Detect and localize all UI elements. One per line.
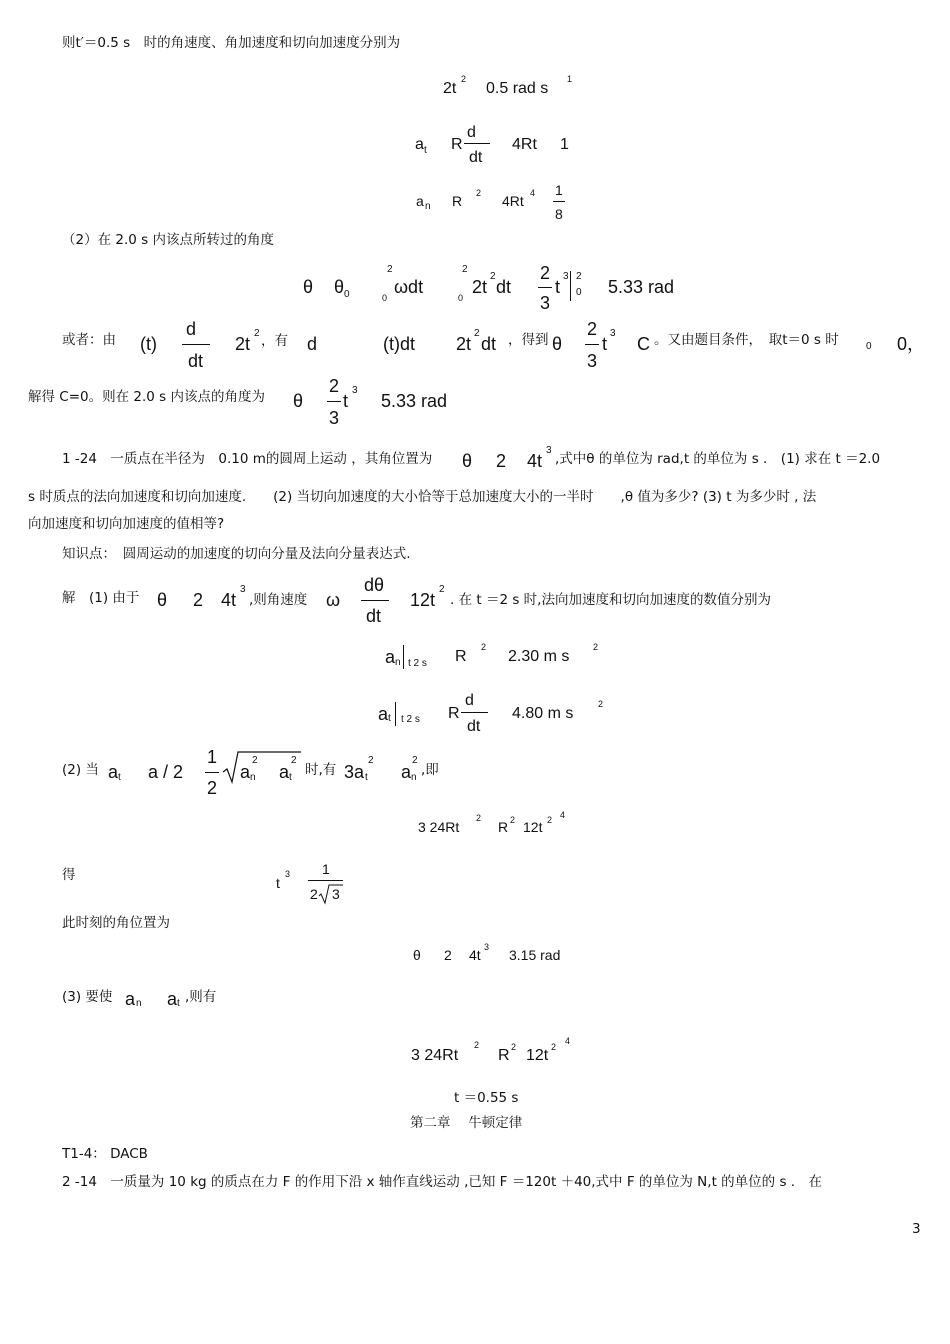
text-span: 解得 C=0。则在 2.0 s 内该点的角度为 — [28, 389, 265, 405]
eq-sup: 3 — [563, 271, 569, 282]
eq-sup: 2 — [490, 271, 496, 282]
eq-term: R — [448, 705, 460, 722]
eq-sup: 2 — [439, 584, 445, 595]
eq-sup: 2 — [598, 699, 604, 709]
eq-term: a — [279, 762, 290, 782]
eq-term: 0， — [897, 334, 926, 354]
eq-term: 1 — [560, 136, 569, 153]
eq-term: 3a — [344, 762, 365, 782]
answer-line: T1-4： DACB — [62, 1146, 148, 1162]
eq-sup: 3 — [240, 584, 246, 595]
text-span: (3) 要使 — [62, 989, 113, 1005]
eq-sup: 2 — [476, 813, 482, 823]
eq-sub: t — [388, 713, 391, 724]
frac-den: dt — [366, 606, 382, 626]
eq-term: 2t — [456, 334, 472, 354]
eq-term: dt — [496, 277, 512, 297]
eq-sup: 3 — [610, 328, 616, 339]
eq-sup: 1 — [567, 74, 573, 84]
eq-sub: 0 — [866, 341, 872, 352]
eq-term: 3.15 rad — [509, 947, 561, 963]
text-line: 向加速度和切向加速度的值相等? — [28, 516, 225, 532]
eq-term: a — [415, 136, 424, 153]
text-line: s 时质点的法向加速度和切向加速度. (2) 当切向加速度的大小恰等于总加速度大小的一半时 ,θ 值为多少? (3) t 为多少时 , 法 — [28, 489, 817, 505]
text-span: 。又由题目条件， 取t＝0 s 时 — [654, 332, 839, 348]
eq-term: R — [455, 648, 467, 665]
eq-term: 3 24Rt — [411, 1047, 459, 1064]
eq-sub: n — [250, 772, 256, 783]
eval-bar — [403, 645, 404, 669]
eq-sup: 4 — [530, 188, 536, 198]
text-span: (2) 当 — [62, 762, 99, 778]
fraction-bar — [361, 600, 389, 601]
text-span: 或者：由 — [62, 332, 116, 348]
problem-2-14: 2 -14 一质量为 10 kg 的质点在力 F 的作用下沿 x 轴作直线运动 ,已知 F ＝120t ＋40,式中 F 的单位为 N,t 的单位的 s . 在 — [62, 1174, 823, 1190]
eq-sup: 3 — [285, 869, 291, 879]
eq-term: a — [385, 647, 396, 667]
fraction-bar — [327, 401, 341, 402]
eq-sup: 3 — [484, 942, 490, 952]
eval-bar — [395, 702, 396, 726]
eq-term: 4Rt — [502, 193, 524, 209]
eq-term: t — [276, 875, 280, 891]
text-span: ,式中θ 的单位为 rad,t 的单位为 s . (1) 求在 t ＝2.0 — [555, 451, 881, 467]
frac-den: 3 — [332, 886, 340, 902]
eq-term: a — [167, 989, 178, 1009]
eq-term: θ — [413, 947, 421, 963]
eq-term: 5.33 rad — [608, 277, 675, 297]
eq-sub: n — [395, 657, 401, 668]
fraction-bar — [585, 344, 599, 345]
eq-term: (t)dt — [383, 334, 416, 354]
eq-sub: t — [365, 772, 368, 783]
eq-sup: 2 — [476, 188, 482, 198]
eq-term: θ — [157, 590, 168, 610]
frac-den: 8 — [555, 206, 563, 222]
eq-sub: t 2 s — [401, 714, 420, 725]
eq-term: R — [498, 1047, 510, 1064]
eq-term: a / 2 — [148, 762, 184, 782]
eq-term: 4t — [469, 947, 481, 963]
eq-term: (t) — [140, 334, 157, 354]
eq-term: 2t — [235, 334, 251, 354]
result-line: t ＝0.55 s — [454, 1090, 519, 1106]
text-span: ，得到 — [508, 332, 549, 348]
eq-term: 4.80 m s — [512, 705, 574, 722]
eq-sub: n — [411, 772, 417, 783]
eq-term: t — [555, 277, 561, 297]
eq-term: θ — [552, 334, 563, 354]
text-span: ，有 — [261, 333, 288, 349]
frac-den: dt — [469, 149, 483, 166]
eq-term: ω — [326, 590, 341, 610]
eq-sub: t — [424, 145, 427, 156]
eq-term: 5.33 rad — [381, 391, 448, 411]
int-upper: 2 — [387, 264, 393, 275]
eq-term: dt — [481, 334, 497, 354]
eq-term: a — [401, 762, 412, 782]
eq-term: a — [240, 762, 251, 782]
eval-bar — [570, 271, 571, 301]
text-span: 解 (1) 由于 — [62, 590, 140, 606]
eq-term: C — [637, 334, 650, 354]
eq-sup: 4 — [565, 1036, 571, 1046]
eval-upper: 2 — [576, 271, 582, 282]
fraction-bar — [205, 772, 219, 773]
frac-num: 1 — [207, 747, 218, 767]
eq-sup: 2 — [412, 755, 418, 766]
page-number: 3 — [912, 1221, 921, 1237]
text-line: 则t′＝0.5 s 时的角速度、角加速度和切向加速度分别为 — [62, 35, 401, 51]
frac-num: 1 — [322, 861, 330, 877]
frac-num: d — [465, 692, 474, 709]
eq-term: ωdt — [394, 277, 424, 297]
eq-term: t — [343, 391, 349, 411]
eq-term: 12t — [523, 819, 543, 835]
eq-term: θ — [334, 277, 345, 297]
eq-sub: t — [289, 772, 292, 783]
text-span: . 在 t ＝2 s 时,法向加速度和切向加速度的数值分别为 — [450, 592, 771, 608]
int-lower: 0 — [382, 293, 388, 303]
text-line: 此时刻的角位置为 — [62, 915, 170, 931]
text-line: （2）在 2.0 s 内该点所转过的角度 — [62, 232, 274, 248]
eq-term: a — [378, 704, 389, 724]
fraction-bar — [553, 201, 565, 202]
text-span: ,则角速度 — [249, 592, 308, 608]
text-span: 1 -24 一质点在半径为 0.10 m的圆周上运动 ，其角位置为 — [62, 451, 433, 467]
eq-sup: 2 — [254, 328, 260, 339]
eq-term: 4Rt — [512, 136, 537, 153]
frac-num: 2 — [540, 263, 551, 283]
eq-sup: 2 — [461, 74, 467, 84]
eq-sup: 3 — [546, 445, 552, 456]
eq-sub: 0 — [344, 289, 350, 300]
eq-sup: 2 — [481, 642, 487, 652]
eq-sup: 2 — [551, 1042, 557, 1052]
eq-term: 2.30 m s — [508, 648, 570, 665]
frac-den: 3 — [540, 293, 551, 313]
fraction-bar — [308, 880, 343, 881]
eq-sub: t — [177, 998, 180, 1009]
fraction-bar — [464, 143, 490, 144]
text-span: ,则有 — [185, 989, 217, 1005]
frac-den: dt — [188, 351, 204, 371]
frac-den: 2 — [207, 778, 218, 798]
eq-term: θ — [293, 391, 304, 411]
eq-sup: 2 — [291, 755, 297, 766]
eq-term: 2 — [193, 590, 204, 610]
text-span: 得 — [62, 867, 76, 883]
eq-term: R — [498, 819, 509, 835]
eq-sub: t — [118, 772, 121, 783]
eq-term: 2t — [472, 277, 488, 297]
eq-term: d — [307, 334, 318, 354]
eq-term: 12t — [526, 1047, 549, 1064]
eq-sup: 4 — [560, 810, 566, 820]
eq-sup: 2 — [510, 815, 516, 825]
frac-num: 2 — [329, 376, 340, 396]
eq-sup: 2 — [252, 755, 258, 766]
text-span: ,即 — [421, 762, 439, 778]
eq-term: 2 — [444, 947, 452, 963]
eq-term: R — [451, 136, 463, 153]
fraction-bar — [461, 712, 488, 713]
frac-num: 2 — [587, 319, 598, 339]
int-upper: 2 — [462, 264, 468, 275]
frac-num: d — [467, 124, 476, 141]
eq-term: 3 24Rt — [418, 819, 460, 835]
eq-term: R — [452, 193, 463, 209]
eq-sub: n — [425, 201, 431, 212]
eq-term: 12t — [410, 590, 436, 610]
eq-term: θ — [462, 451, 473, 471]
eq-sub: t 2 s — [408, 658, 427, 669]
eq-sup: 2 — [547, 815, 553, 825]
eq-term: 0.5 rad s — [486, 80, 549, 97]
eq-term: θ — [303, 277, 314, 297]
knowledge-point: 知识点： 圆周运动的加速度的切向分量及法向分量表达式. — [62, 546, 411, 562]
eq-sub: n — [136, 998, 142, 1009]
fraction-bar — [182, 344, 210, 345]
frac-num: d — [186, 319, 197, 339]
eq-term: 2 — [496, 451, 507, 471]
sqrt-icon — [318, 883, 344, 905]
eq-term: t — [602, 334, 608, 354]
eq-sup: 2 — [474, 328, 480, 339]
text-span: 时,有 — [305, 762, 337, 778]
frac-den: 3 — [587, 351, 598, 371]
eq-term: a — [125, 989, 136, 1009]
frac-num: dθ — [364, 575, 385, 595]
frac-num: 1 — [555, 182, 563, 198]
eq-sup: 2 — [511, 1042, 517, 1052]
frac-den: dt — [467, 718, 481, 735]
eq-term: 4t — [221, 590, 237, 610]
eq-sup: 2 — [368, 755, 374, 766]
frac-den: 3 — [329, 408, 340, 428]
frac-den: 2 — [310, 886, 318, 902]
eq-term: a — [416, 193, 424, 209]
eq-term: 2t — [443, 80, 457, 97]
int-lower: 0 — [458, 293, 464, 303]
eq-sup: 3 — [352, 385, 358, 396]
eq-sup: 2 — [474, 1040, 480, 1050]
eval-lower: 0 — [576, 287, 582, 298]
chapter-title: 第二章 牛顿定律 — [410, 1115, 523, 1131]
eq-term: a — [108, 762, 119, 782]
eq-term: 4t — [527, 451, 543, 471]
eq-sup: 2 — [593, 642, 599, 652]
fraction-bar — [538, 287, 552, 288]
